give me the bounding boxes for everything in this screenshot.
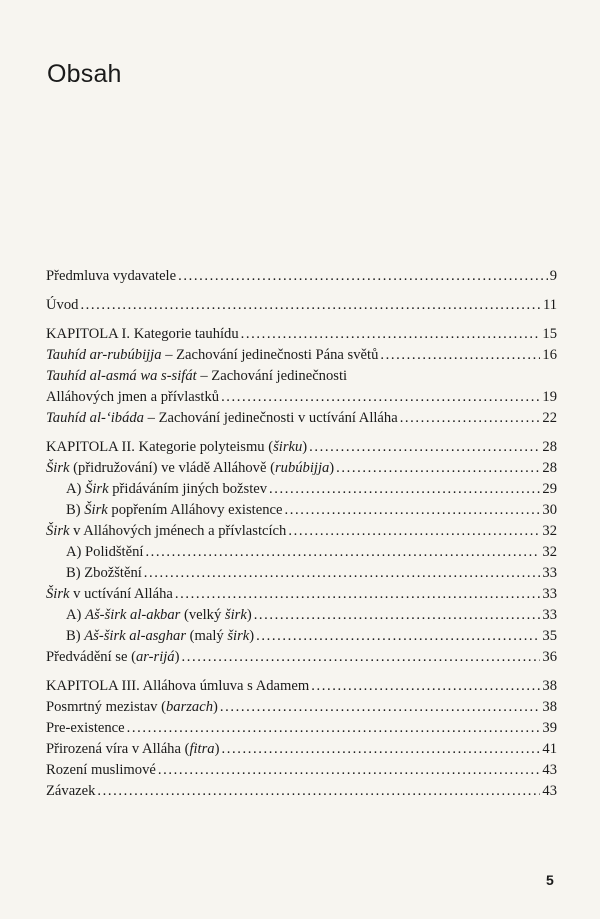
toc-entry-page: 32 [542,544,557,560]
toc-entry [46,760,557,781]
toc-leader-dots [400,408,541,429]
toc-leader-dots [144,563,541,584]
toc-entry-text: (malý [186,628,228,644]
toc-entry [46,542,557,563]
toc-entry-title [46,366,347,387]
toc-entry-italic-text: Širk [46,586,70,602]
toc-entry-italic-text: fitra [189,741,215,757]
toc-entry-page: 32 [542,523,557,539]
toc-entry-text: B) [66,628,85,644]
toc-leader-dots [309,437,540,458]
toc-entry [46,437,557,458]
toc-entry-italic-text: Aš-širk al-akbar [85,607,181,623]
toc-entry-title [46,266,176,287]
toc-entry-title [66,500,282,521]
toc-entry [46,647,557,668]
toc-entry-italic-text: Širk [46,460,70,476]
toc-entry-text: popřením Alláhovy existence [107,502,283,518]
toc-entry-italic-text: Širk [46,523,70,539]
toc-entry-text: ) [246,607,252,623]
toc-entry [46,584,557,605]
toc-leader-dots [241,324,541,345]
toc-entry-title [46,345,378,366]
toc-entry-text: Posmrtný mezistav ( [46,699,166,715]
toc-entry-title [46,324,239,345]
toc-entry-page: 9 [549,268,557,284]
toc-entry-italic-text: Širk [85,481,109,497]
toc-entry-title [66,563,142,584]
toc-entry [46,345,557,366]
toc-entry-page: 33 [542,565,557,581]
toc-entry-text: B) Zbožštění [66,565,142,581]
toc-entry-italic-text: ar-rijá [135,649,175,665]
toc-entry-page: 33 [542,586,557,602]
toc-leader-dots [288,521,540,542]
toc-entry-title [66,626,254,647]
toc-entry [46,739,557,760]
toc-entry-text: v uctívání Alláha [69,586,173,602]
toc-entry-italic-text: širku [273,439,303,455]
toc-entry-text: ) [213,699,218,715]
toc-entry [46,366,557,387]
toc-entry [46,479,557,500]
page-title: Obsah [47,60,122,88]
toc-entry-text: KAPITOLA III. Alláhova úmluva s Adamem [46,678,310,694]
toc-entry-page: 43 [542,783,557,799]
toc-leader-dots [256,626,540,647]
toc-entry-italic-text: Tauhíd ar-rubúbijja [46,347,162,363]
toc-leader-dots [311,676,540,697]
toc-entry-italic-text: širk [227,628,250,644]
toc-entry-text: B) [66,502,85,518]
toc-entry [46,626,557,647]
toc-entry-title [46,408,398,429]
toc-entry-title [46,781,95,802]
toc-entry [46,266,557,287]
toc-entry-text: ) [214,741,220,757]
toc-entry-italic-text: širk [224,607,247,623]
toc-entry-page: 28 [542,439,557,455]
toc-entry-text: ) [329,460,335,476]
toc-entry-text: KAPITOLA II. Kategorie polyteismu ( [46,439,274,455]
toc-entry-page: 41 [542,741,557,757]
toc-entry-text: Závazek [46,783,96,799]
toc-entry [46,387,557,408]
toc-entry-text: KAPITOLA I. Kategorie tauhídu [46,326,239,342]
toc-entry [46,324,557,345]
toc-entry-text: ) [174,649,180,665]
toc-leader-dots [158,760,541,781]
toc-leader-dots [127,718,541,739]
toc-entry-text: přidáváním jiných božstev [108,481,268,497]
toc-entry-italic-text: barzach [165,699,214,715]
toc-entry-page: 39 [542,720,557,736]
toc-leader-dots [178,266,548,287]
toc-entry-text: – Zachování jedinečnosti Pána světů [161,347,379,363]
toc-entry-title [46,760,156,781]
toc-entry-text: A) [66,481,86,497]
toc-entry-page: 43 [542,762,557,778]
toc-entry-page: 38 [542,699,557,715]
toc-entry-text: Úvod [46,297,79,313]
toc-entry-text: A) Polidštění [66,544,144,560]
toc-entry-page: 38 [542,678,557,694]
toc-entry-text: – Zachování jedinečnosti v uctívání Alláha [143,410,398,426]
toc-entry-page: 28 [542,460,557,476]
toc-entry-text: Rození muslimové [46,762,156,778]
toc-entry-text: Předvádění se ( [46,649,136,665]
toc-entry-italic-text: Aš-širk al-asghar [84,628,187,644]
table-of-contents [46,266,557,802]
toc-entry-page: 22 [542,410,557,426]
toc-entry-title [66,479,267,500]
toc-entry-title [46,676,309,697]
toc-leader-dots [80,295,541,316]
toc-entry-title [46,458,334,479]
toc-entry [46,408,557,429]
toc-leader-dots [145,542,540,563]
toc-leader-dots [221,739,540,760]
toc-entry-text: v Alláhových jménech a přívlastcích [69,523,287,539]
toc-entry [46,605,557,626]
toc-entry [46,295,557,316]
toc-entry [46,500,557,521]
toc-entry-title [46,437,307,458]
toc-entry-page: 33 [542,607,557,623]
toc-leader-dots [97,781,540,802]
toc-entry [46,781,557,802]
toc-entry-page: 19 [542,389,557,405]
toc-entry-page: 35 [542,628,557,644]
toc-entry-title [46,387,219,408]
toc-entry [46,718,557,739]
toc-entry-text: Alláhových jmen a přívlastků [46,389,220,405]
toc-entry [46,521,557,542]
toc-leader-dots [336,458,540,479]
toc-entry-text: ) [302,439,308,455]
toc-entry-text: ) [249,628,255,644]
toc-leader-dots [220,697,541,718]
toc-entry-text: – Zachování jedinečnosti [196,368,348,384]
toc-entry-page: 29 [542,481,557,497]
toc-entry-title [46,739,219,760]
toc-entry-page: 36 [542,649,557,665]
toc-leader-dots [181,647,540,668]
toc-entry-page: 16 [542,347,557,363]
toc-leader-dots [175,584,541,605]
toc-entry-title [46,697,218,718]
toc-leader-dots [254,605,541,626]
toc-entry-title [46,647,179,668]
toc-entry-text: (přidružování) ve vládě Alláhově ( [69,460,275,476]
page-number: 5 [546,872,554,888]
toc-entry-text: (velký [180,607,225,623]
toc-entry-title [46,521,286,542]
toc-leader-dots [221,387,540,408]
toc-entry-title [46,295,78,316]
toc-entry-page: 15 [542,326,557,342]
toc-entry-title [66,542,143,563]
toc-entry-text: Přirozená víra v Alláha ( [46,741,190,757]
toc-entry-title [46,718,125,739]
toc-leader-dots [284,500,540,521]
toc-entry-title [66,605,252,626]
toc-entry-text: Předmluva vydavatele [46,268,177,284]
toc-entry [46,676,557,697]
toc-entry-italic-text: Tauhíd al-asmá wa s-sifát [46,368,197,384]
toc-entry-title [46,584,173,605]
toc-entry-italic-text: rubúbijja [274,460,330,476]
toc-leader-dots [380,345,540,366]
toc-entry-page: 11 [542,297,557,313]
toc-entry-italic-text: Širk [84,502,108,518]
toc-entry-page: 30 [542,502,557,518]
toc-entry [46,458,557,479]
toc-entry-italic-text: Tauhíd al-‘ibáda [46,410,144,426]
toc-entry-text: Pre-existence [46,720,125,736]
toc-entry-text: A) [66,607,86,623]
toc-leader-dots [269,479,540,500]
toc-entry [46,697,557,718]
toc-entry [46,563,557,584]
